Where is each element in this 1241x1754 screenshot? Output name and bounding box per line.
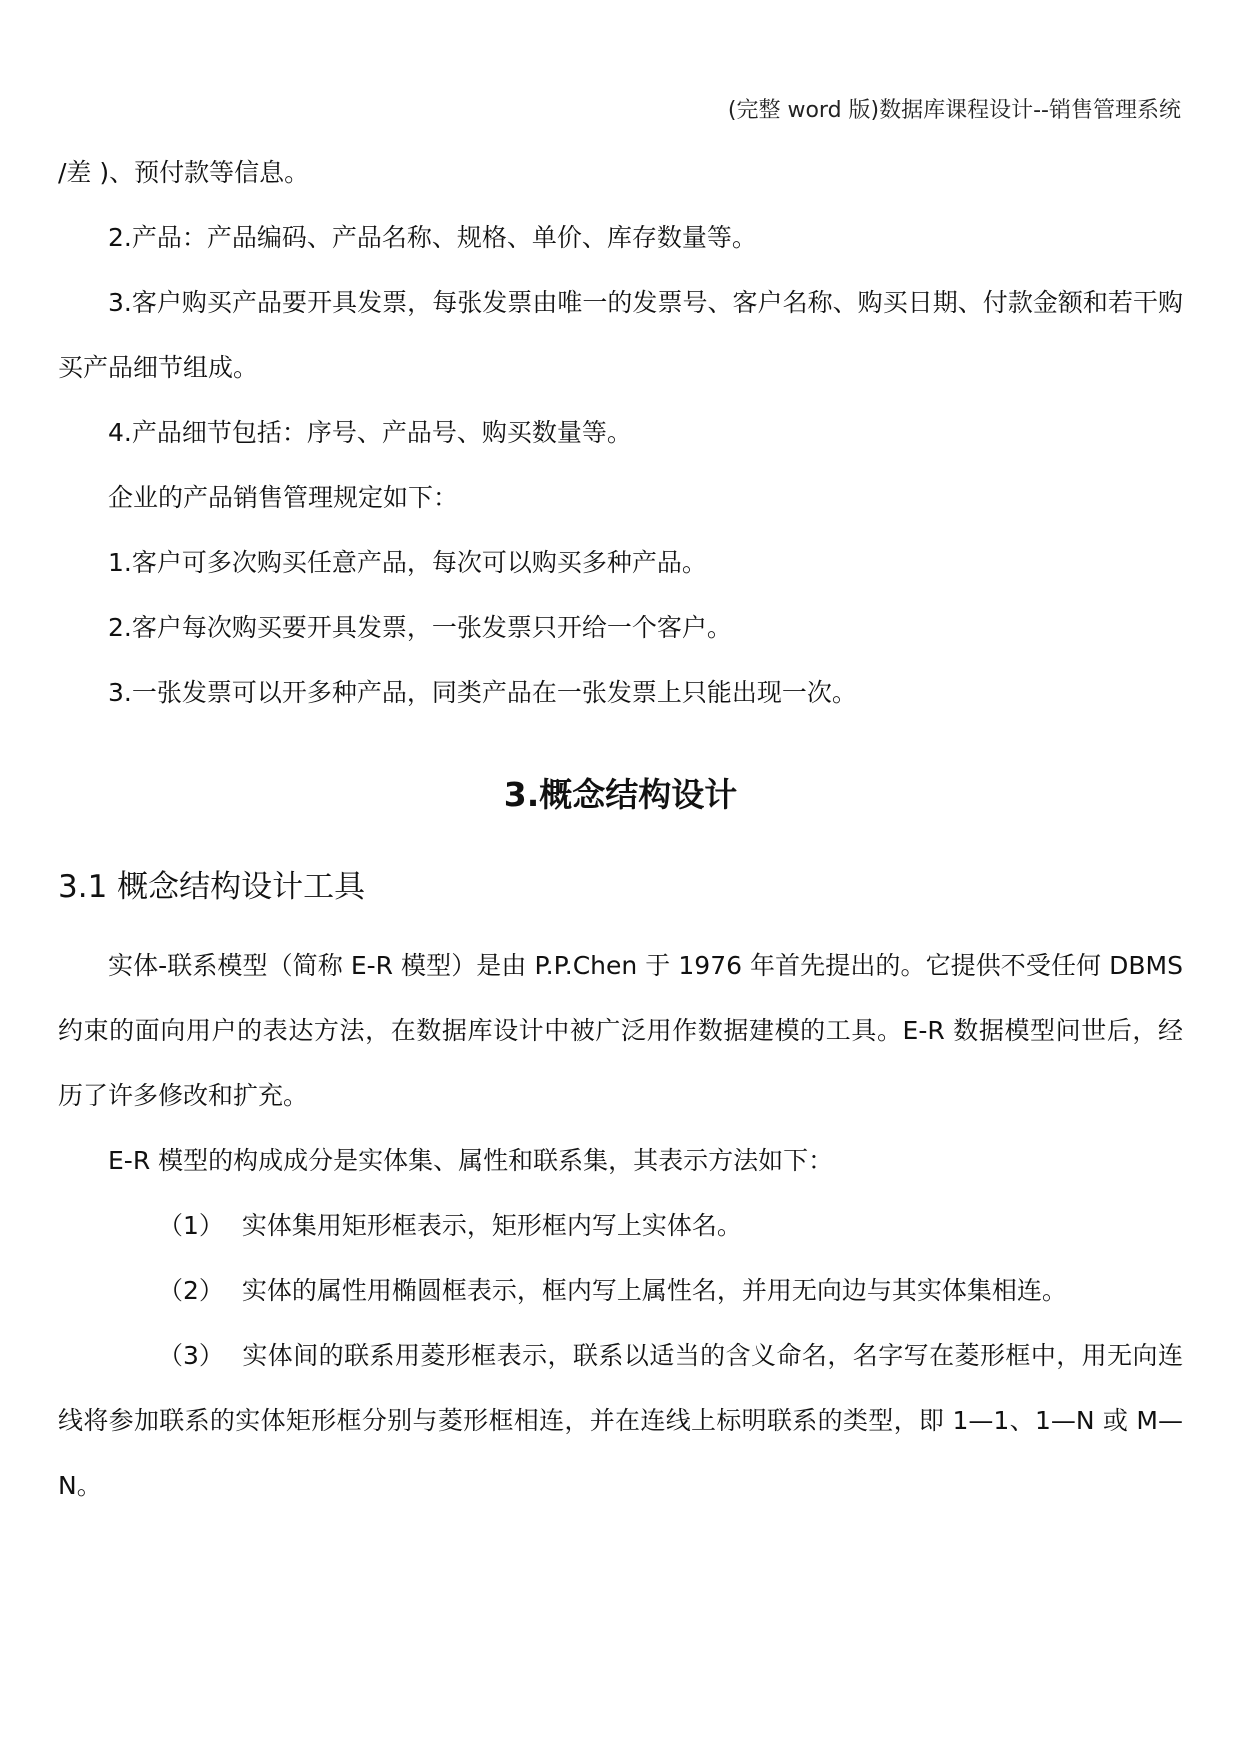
list-text: 实体的属性用椭圆框表示，框内写上属性名，并用无向边与其实体集相连。 [241,1276,1067,1305]
paragraph-product: 2.产品：产品编码、产品名称、规格、单价、库存数量等。 [108,223,757,252]
page-content [58,140,1183,1518]
list-item-relationship [58,1323,1183,1518]
running-header: (完整 word 版)数据库课程设计--销售管理系统 [727,98,1181,123]
list-number: （3） [158,1341,224,1370]
paragraph-continuation: /差 )、预付款等信息。 [58,158,310,187]
list-item-attribute [58,1258,1183,1323]
section-title: 3.概念结构设计 [503,775,738,814]
paragraph-invoice: 3.客户购买产品要开具发票，每张发票由唯一的发票号、客户名称、购买日期、付款金额和若干购买产品细节组成。 [58,288,1183,382]
paragraph-rule-3: 3.一张发票可以开多种产品，同类产品在一张发票上只能出现一次。 [108,678,857,707]
subsection-title: 3.1 概念结构设计工具 [58,869,366,905]
list-number: （2） [158,1276,224,1305]
paragraph-er-components: E-R 模型的构成成分是实体集、属性和联系集，其表示方法如下： [108,1146,834,1175]
paragraph-er-model-intro: 实体-联系模型（简称 E-R 模型）是由 P.P.Chen 于 1976 年首先提出的。它提供不受任何 DBMS 约束的面向用户的表达方法，在数据库设计中被广泛用作数据建模的工具。E-R 数据模型问世后，经历了许多修改和扩充。 [58,951,1183,1110]
list-text: 实体集用矩形框表示，矩形框内写上实体名。 [241,1211,742,1240]
list-text: 实体间的联系用菱形框表示，联系以适当的含义命名，名字写在菱形框中，用无向连线将参加联系的实体矩形框分别与菱形框相连，并在连线上标明联系的类型，即 1—1、1—N 或 M—N。 [58,1341,1183,1500]
paragraph-rule-2: 2.客户每次购买要开具发票，一张发票只开给一个客户。 [108,613,732,642]
list-number: （1） [158,1211,224,1240]
paragraph-rule-1: 1.客户可多次购买任意产品，每次可以购买多种产品。 [108,548,707,577]
list-item-entity [58,1193,1183,1258]
paragraph-rules-intro: 企业的产品销售管理规定如下： [108,483,459,512]
paragraph-product-detail: 4.产品细节包括：序号、产品号、购买数量等。 [108,418,632,447]
